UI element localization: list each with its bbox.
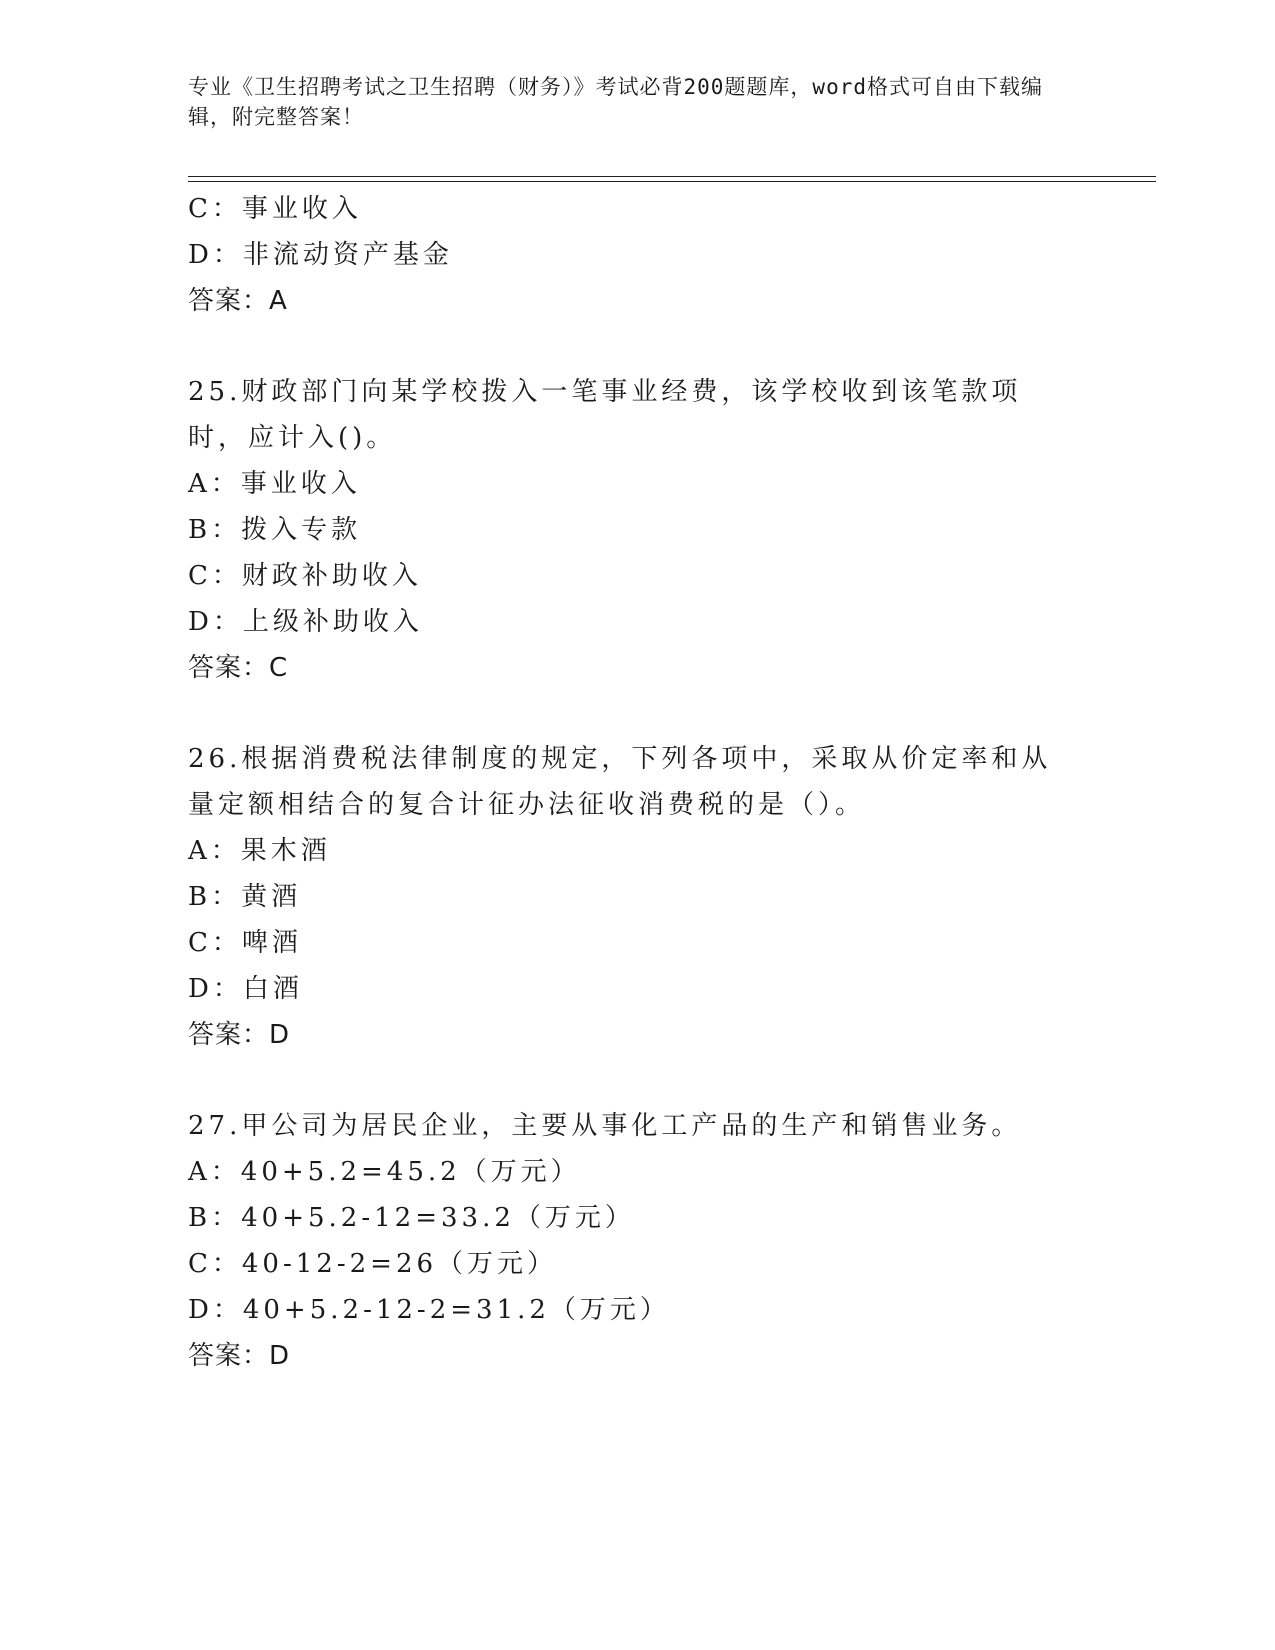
option-b: B：40+5.2-12=33.2（万元） (188, 1203, 635, 1233)
question-stem: 27.甲公司为居民企业，主要从事化工产品的生产和销售业务。 (188, 1111, 1022, 1141)
option-d: D：非流动资产基金 (188, 240, 453, 270)
option-a: A：40+5.2=45.2（万元） (188, 1157, 581, 1187)
option-c: C：事业收入 (188, 194, 362, 224)
option-a: A：事业收入 (188, 469, 361, 499)
question-25 (188, 369, 1088, 691)
document-header: 专业《卫生招聘考试之卫生招聘（财务）》考试必背200题题库，word格式可自由下载编辑，附完整答案！ (188, 75, 1043, 129)
previous-question-tail (188, 186, 1088, 324)
answer-line: 答案：D (188, 1341, 291, 1371)
answer-line: 答案：A (188, 286, 288, 316)
option-b: B：拨入专款 (188, 515, 362, 545)
answer-line: 答案：C (188, 653, 289, 683)
question-stem: 26.根据消费税法律制度的规定，下列各项中，采取从价定率和从量定额相结合的复合计征办法征收消费税的是（）。 (188, 744, 1052, 820)
question-list (188, 186, 1088, 1379)
option-d: D：40+5.2-12-2=31.2（万元） (188, 1295, 670, 1325)
option-d: D：上级补助收入 (188, 607, 423, 637)
question-stem: 25.财政部门向某学校拨入一笔事业经费，该学校收到该笔款项时，应计入()。 (188, 377, 1022, 453)
answer-line: 答案：D (188, 1020, 291, 1050)
header-divider-top (188, 176, 1156, 177)
header-divider-bottom (188, 181, 1156, 182)
question-27 (188, 1103, 1088, 1379)
option-b: B：黄酒 (188, 882, 302, 912)
question-26 (188, 736, 1088, 1058)
option-d: D：白酒 (188, 974, 303, 1004)
option-c: C：财政补助收入 (188, 561, 422, 591)
option-c: C：啤酒 (188, 928, 302, 958)
option-a: A：果木酒 (188, 836, 331, 866)
option-c: C：40-12-2=26（万元） (188, 1249, 558, 1279)
